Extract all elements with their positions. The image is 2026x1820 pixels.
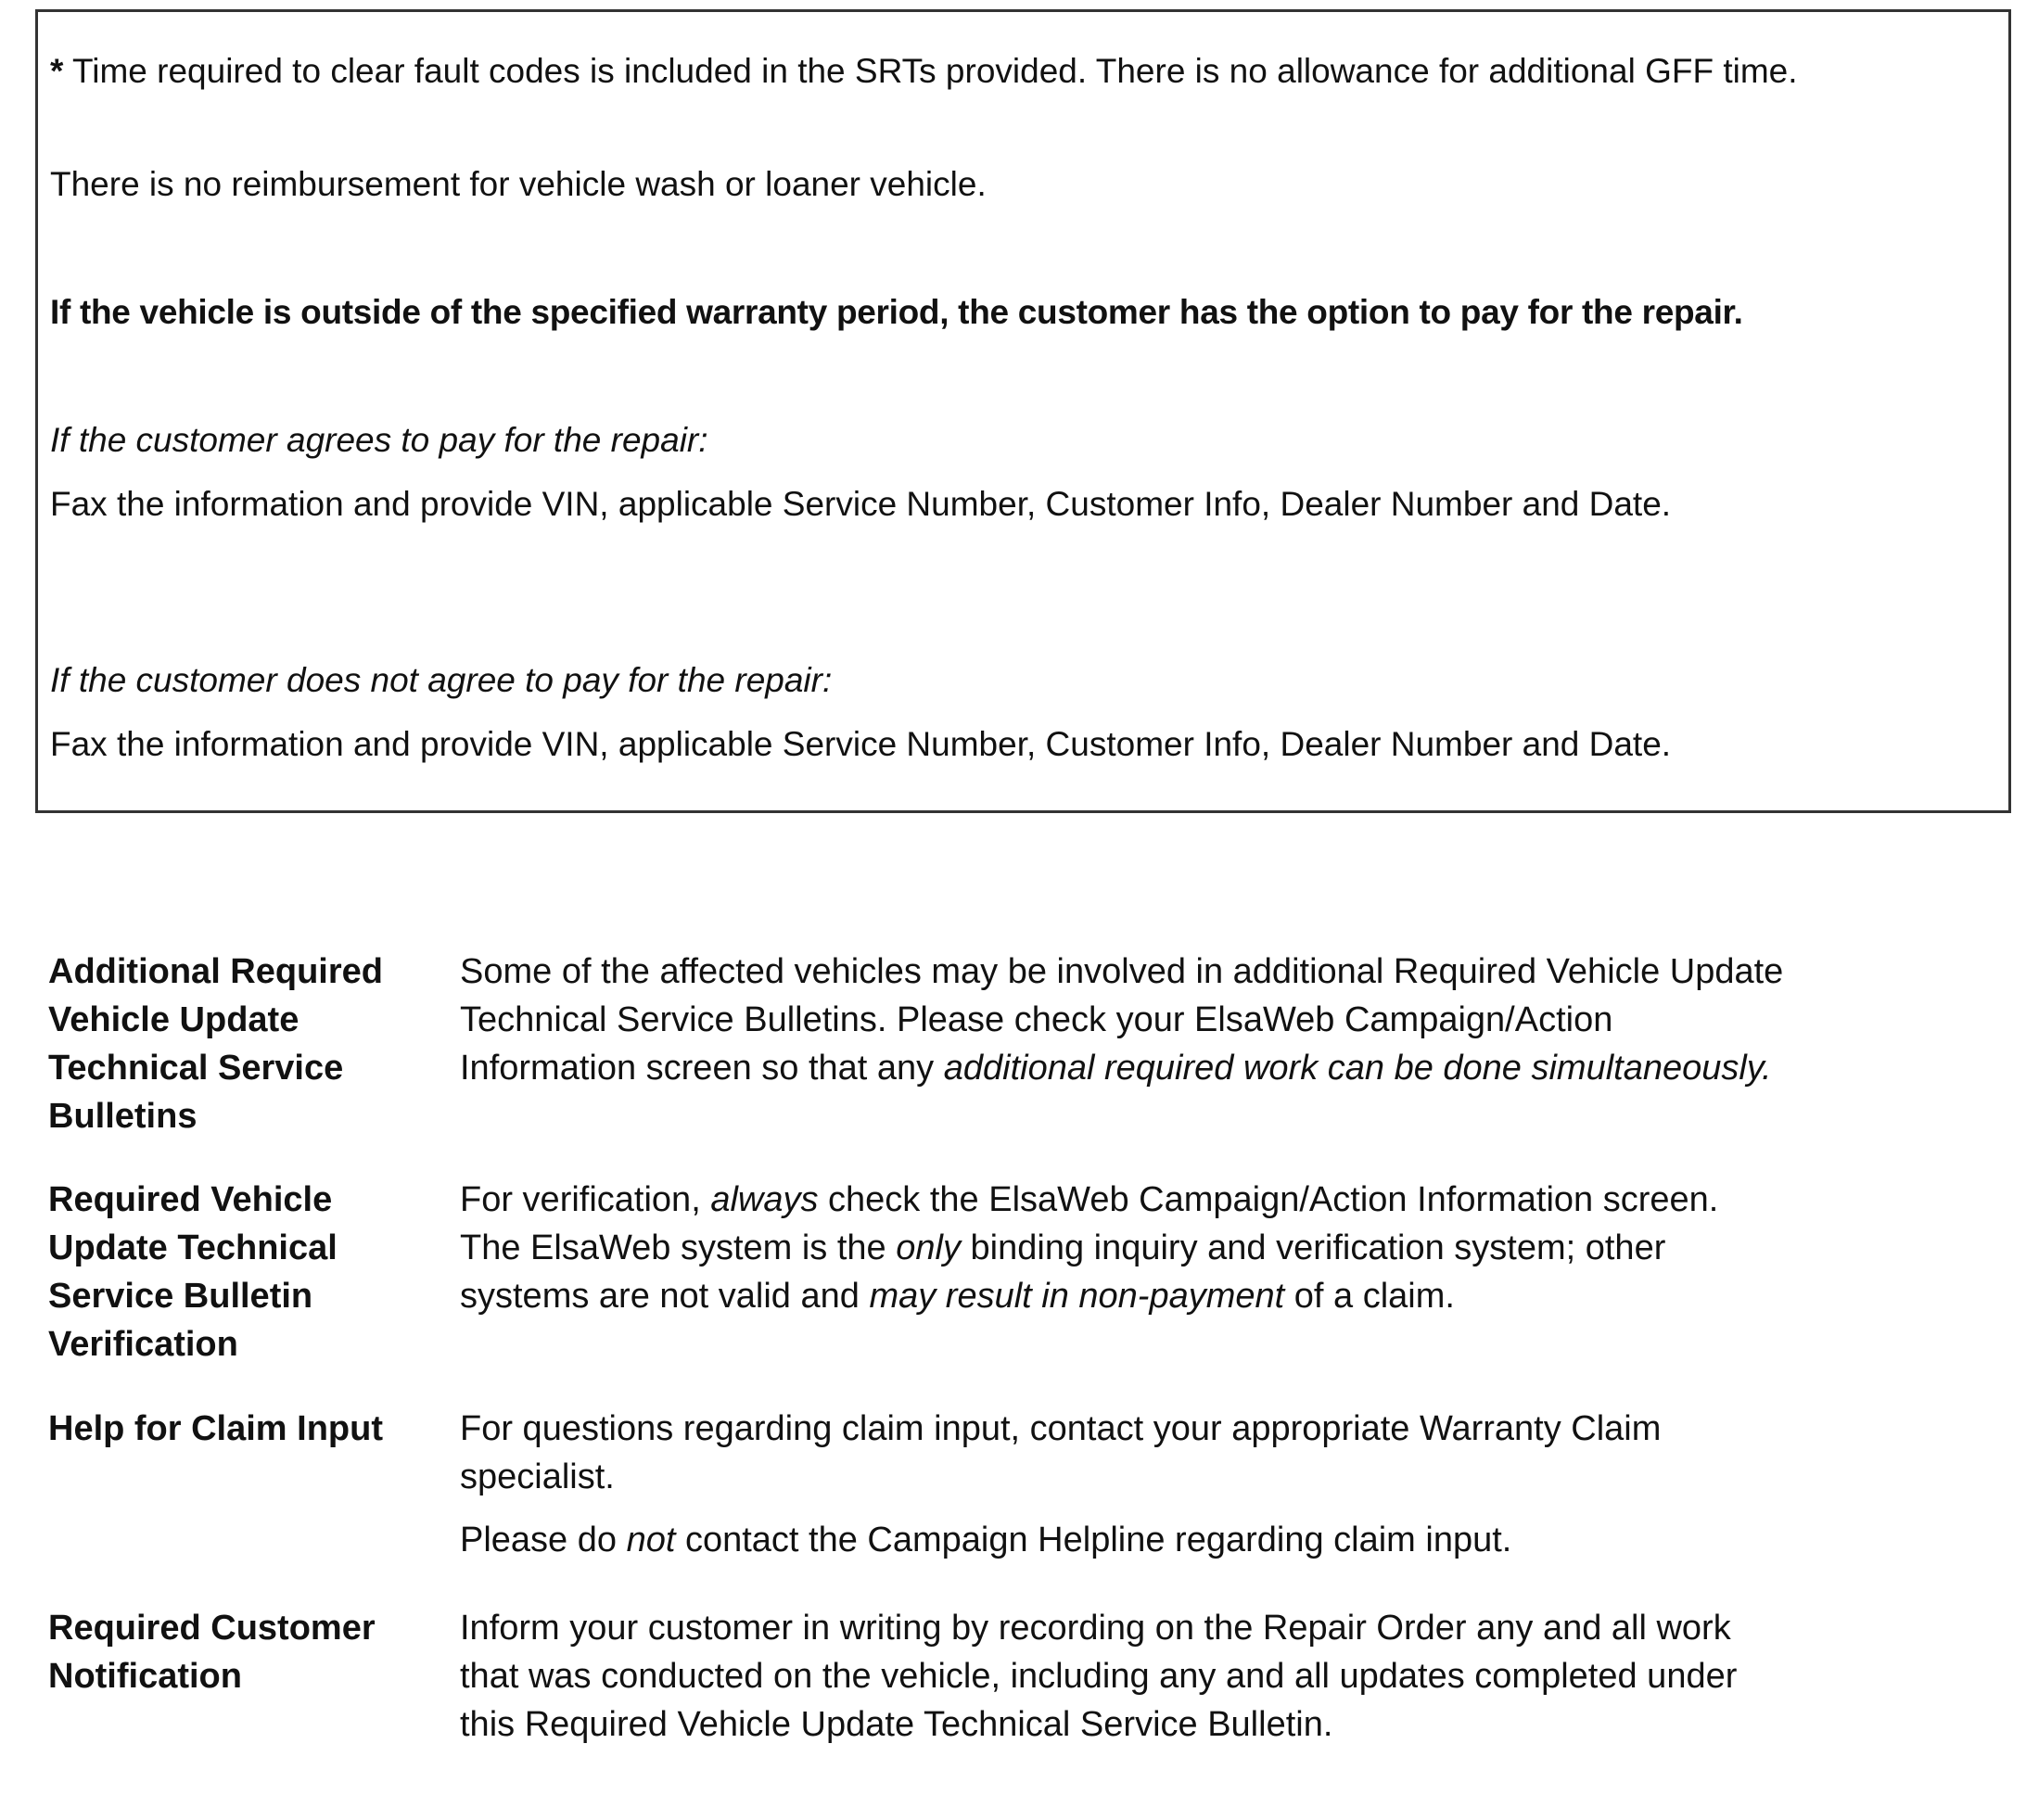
customer-notification-label: Required Customer Notification (48, 1609, 376, 1696)
additional-bulletins-text: Some of the affected vehicles may be involved in additional Required Vehicle Update Technical Service Bulletins. Please check your ElsaWeb Campaign/Action Information screen so that any additional required work can be done simultaneously. (460, 952, 1784, 1088)
warranty-period-statement: If the vehicle is outside of the specified warranty period, the customer has the option to pay for the repair. (50, 293, 1743, 331)
customer-notification-text: Inform your customer in writing by recording on the Repair Order any and all work that was conducted on the vehicle, including any and all updates completed under this Required Vehicle Update Technical Service Bulletin. (460, 1609, 1738, 1744)
no-reimbursement-note: There is no reimbursement for vehicle wash or loaner vehicle. (50, 165, 987, 203)
footnote-asterisk: * (50, 52, 64, 90)
claim-input-help-text: For questions regarding claim input, contact your appropriate Warranty Claim specialist. Please do not contact the Campaign Helpline regarding claim input. (460, 1409, 1662, 1559)
fault-code-time-note (50, 47, 1995, 95)
additional-bulletins-label: Additional Required Vehicle Update Technical Service Bulletins (48, 952, 383, 1136)
warranty-notice-box (35, 9, 2011, 813)
claim-input-help-label: Help for Claim Input (48, 1409, 383, 1448)
customer-not-agree-instructions: Fax the information and provide VIN, applicable Service Number, Customer Info, Dealer Number and Date. (50, 725, 1672, 763)
bulletin-verification-text: For verification, always check the ElsaWeb Campaign/Action Information screen. The ElsaWeb system is the only binding inquiry and verification system; other systems are not valid and may result in non-payment of a claim. (460, 1180, 1719, 1316)
customer-agrees-heading: If the customer agrees to pay for the repair: (50, 421, 708, 459)
fault-code-time-text: Time required to clear fault codes is included in the SRTs provided. There is no allowance for additional GFF time. (63, 52, 1798, 90)
bulletin-verification-label: Required Vehicle Update Technical Service Bulletin Verification (48, 1180, 338, 1364)
customer-agrees-instructions: Fax the information and provide VIN, applicable Service Number, Customer Info, Dealer Number and Date. (50, 485, 1672, 523)
customer-not-agree-heading: If the customer does not agree to pay for the repair: (50, 661, 833, 699)
